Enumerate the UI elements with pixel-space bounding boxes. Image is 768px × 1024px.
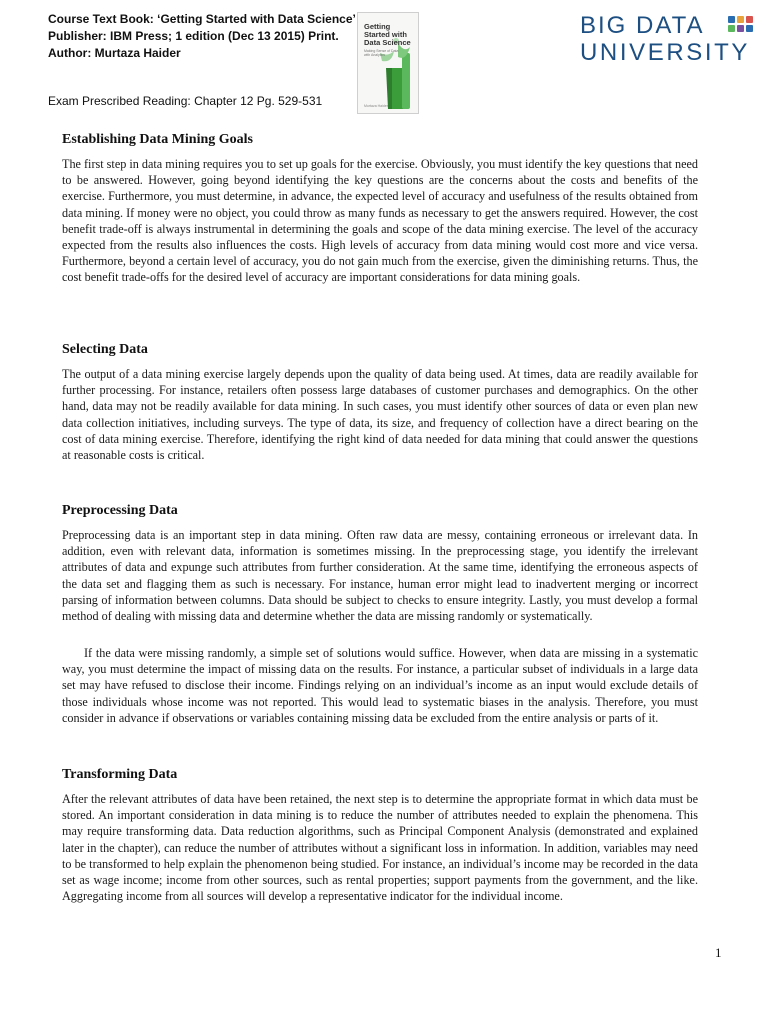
paragraph-transforming-data: After the relevant attributes of data have been retained, the next step is to determine the appropriate format in which data must be stored. An important consideration in data mining is to reduce the number of attributes needed to explain the phenomena. This may require transforming data. Data reduction algorithms, such as Principal Component Analysis (demonstrated and explained later in the chapter), can reduce the number of attributes without a significant loss in information. In addition, variables may need to be transformed to help explain the phenomenon being studied. For instance, an individual’s income may be recorded in the data set as wage income; income from other sources, such as rental properties; support payments from the government, and the like. Aggregating income from all sources will develop a representative indicator for the individual income. <box>62 792 698 904</box>
section-heading-selecting-data: Selecting Data <box>62 342 148 357</box>
author-line: Author: Murtaza Haider <box>48 46 181 60</box>
paragraph-selecting-data: The output of a data mining exercise largely depends upon the quality of data being used. At times, data are readily available for further processing. For instance, retailers often possess large databases of customer purchases and demographics. On the other hand, data may not be readily available for data mining. In such cases, you must identify other sources of data or even plan new data collection initiatives, including surveys. The type of data, its size, and frequency of collection have a direct bearing on the cost of data mining exercise. Therefore, identifying the right kind of data needed for data mining that could answer the questions at reasonable costs is critical. <box>62 367 698 463</box>
publisher-line: Publisher: IBM Press; 1 edition (Dec 13 2015) Print. <box>48 29 339 43</box>
book-cover-image <box>357 12 419 114</box>
exam-reading: Exam Prescribed Reading: Chapter 12 Pg. 529-531 <box>48 94 323 108</box>
course-textbook-line: Course Text Book: ‘Getting Started with Data Science’ <box>48 12 356 26</box>
section-heading-transforming-data: Transforming Data <box>62 767 178 782</box>
course-info <box>48 11 356 62</box>
section-heading-establishing-goals: Establishing Data Mining Goals <box>62 132 253 147</box>
logo-grid-icon <box>728 14 754 36</box>
book-cover-subtitle: Making Sense of Data with Analytics <box>364 49 399 57</box>
page-number: 1 <box>715 945 722 960</box>
logo-line-2: UNIVERSITY <box>580 39 751 66</box>
paragraph-preprocessing-data-1: Preprocessing data is an important step in data mining. Often raw data are messy, containing erroneous or irrelevant data. In addition, even with relevant data, information is sometimes missing. In the preprocessing stage, you identify the irrelevant attributes of data and expunge such attributes from further consideration. At the same time, identifying the erroneous aspects of the data set and flagging them as such is necessary. For instance, human error might lead to inadvertent merging or incorrect parsing of information between columns. Data should be subject to checks to ensure integrity. Lastly, you must develop a formal method of dealing with missing data and determine whether the data are missing randomly or systematically. <box>62 528 698 624</box>
paragraph-preprocessing-data-2: If the data were missing randomly, a simple set of solutions would suffice. However, when data are missing in a systematic way, you must determine the impact of missing data on the results. For instance, a particular subset of individuals in a large data set may have refused to disclose their income. Findings relying on an individual’s income as an input would exclude details of those individuals whose income was not reported. This would lead to systematic biases in the analysis. Therefore, you must consider in advance if observations or variables containing missing data be excluded from the entire analysis or parts of it. <box>62 646 698 725</box>
paragraph-establishing-goals: The first step in data mining requires you to set up goals for the exercise. Obviously, you must identify the key questions that need to be answered. However, going beyond identifying the key questions are the concerns about the costs and benefits of the exercise. Furthermore, you must determine, in advance, the expected level of accuracy and usefulness of the results obtained from data mining. If money were no object, you could throw as many funds as necessary to get the answers required. However, the cost benefit trade-off is always instrumental in determining the goals and scope of the data mining exercise. The level of the accuracy expected from the results also influences the costs. High levels of accuracy from data mining would cost more and vice versa. Furthermore, beyond a certain level of accuracy, you do not gain much from the exercise, given the diminishing returns. Thus, the cost benefit trade-offs for the desired level of accuracy are important considerations for data mining goals. <box>62 157 698 285</box>
section-heading-preprocessing-data: Preprocessing Data <box>62 503 178 518</box>
book-cover-title: Getting Started with Data Science <box>364 22 411 47</box>
logo-line-1: BIG DATA <box>580 12 705 39</box>
big-data-university-logo <box>580 12 758 68</box>
book-cover-author: Murtaza Haider <box>364 104 388 108</box>
